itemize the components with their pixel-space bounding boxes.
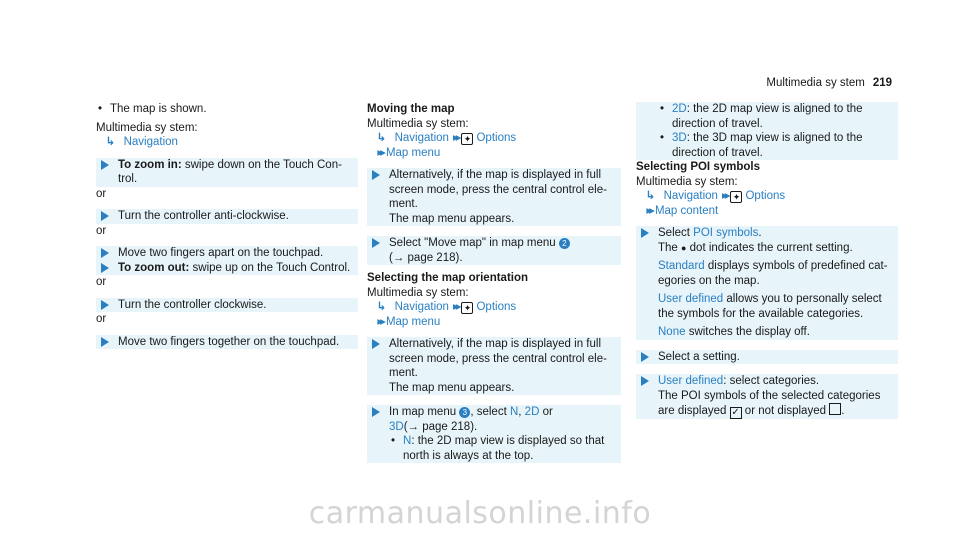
options-link[interactable]: Options (476, 301, 517, 313)
step-in-map-menu: In map menu 3 , select N, 2D or 3D(→ page 218). • N: the 2D map view is displayed so that north is always at the top. (367, 405, 621, 463)
page-number: 219 (872, 77, 892, 89)
option-3d[interactable]: 3D (389, 420, 404, 433)
double-arrow-icon: ▸▸ (646, 204, 652, 217)
nav-link[interactable]: Navigation (394, 301, 449, 313)
ud-desc-2: The POI symbols of the selected categories (658, 389, 881, 402)
callout-3-icon: 3 (459, 407, 470, 418)
move-together-text: Move two fingers together on the touchpad. (118, 335, 340, 348)
nav-path (96, 135, 358, 150)
map-menu-link[interactable]: Map menu (385, 315, 441, 328)
orientation-title: Selecting the map orientation (367, 272, 529, 284)
step-select-poi (636, 226, 898, 340)
ud-desc-3: are displayed (658, 405, 730, 417)
alt2-line3: ment. (389, 367, 418, 379)
step-arrow-icon (372, 339, 380, 349)
column-1 (96, 102, 358, 349)
ud-desc: : select categories. (723, 375, 820, 387)
3d-label: 3D (672, 132, 687, 144)
alt1-line4: The map menu appears. (389, 212, 515, 225)
n-label: N (403, 435, 412, 447)
select-poi-text: Select (658, 227, 694, 239)
nav-path (367, 131, 621, 146)
zoom-in-text-2: trol. (118, 173, 138, 185)
user-desc: allows you to personally select (723, 293, 882, 305)
options-gear-icon: ✦ (461, 133, 473, 145)
nav-path (636, 189, 898, 204)
step-alt-2 (367, 337, 621, 395)
select-move-text: Select "Move map" in map menu (389, 237, 556, 249)
step-arrow-icon (101, 211, 109, 221)
option-n[interactable]: N (509, 406, 519, 418)
2d-desc-2: direction of travel. (672, 117, 763, 130)
step-arrow-icon (101, 160, 109, 170)
step-arrow-icon (101, 337, 109, 347)
page-ref[interactable]: (→ page 218). (403, 420, 478, 433)
inmap-select: , select (470, 406, 507, 418)
user-desc-2: the symbols for the available categories. (658, 307, 864, 320)
step-arrow-icon (101, 300, 109, 310)
step-select-move-map (367, 236, 621, 265)
step-select-setting (636, 350, 898, 365)
menu-path (367, 315, 621, 330)
bullet-map-shown: • The map is shown. (96, 102, 358, 117)
poi-symbols-link[interactable]: POI symbols (693, 227, 759, 239)
mm-system-label: Multimedia sy stem: (96, 121, 198, 134)
path-arrow-icon: ↳ (105, 136, 116, 148)
step-arrow-icon (372, 170, 380, 180)
step-zoom-out (96, 261, 358, 276)
double-arrow-icon: ▸▸ (721, 190, 728, 202)
double-arrow-icon: ▸▸ (377, 315, 383, 328)
step-arrow-icon (101, 263, 109, 273)
2d-label: 2D (672, 103, 687, 115)
page-ref[interactable]: (→ page 218). (389, 251, 463, 264)
period: . (758, 227, 762, 239)
alt1-line2: screen mode, press the central control ele- (389, 183, 607, 196)
path-arrow-icon: ↳ (376, 301, 387, 313)
double-arrow-icon: ▸▸ (377, 146, 383, 159)
poi-title: Selecting POI symbols (636, 161, 760, 173)
header-title: Multimedia sy stem (766, 77, 865, 89)
3d-desc-2: direction of travel. (672, 146, 763, 159)
alt2-line2: screen mode, press the central control ele- (389, 352, 607, 365)
option-2d[interactable]: 2D (524, 406, 540, 418)
dot-line-pre: The (658, 241, 682, 254)
mm-system-label: Multimedia sy stem: (636, 175, 738, 188)
options-gear-icon: ✦ (730, 191, 742, 203)
step-arrow-icon (641, 352, 649, 362)
user-defined-option[interactable]: User defined (658, 293, 724, 305)
options-gear-icon: ✦ (461, 302, 473, 314)
turn-anti-text: Turn the controller anti-clockwise. (118, 210, 289, 222)
double-arrow-icon: ▸▸ (452, 132, 459, 144)
zoom-in-head: To zoom in: (118, 158, 182, 171)
step-move-apart (96, 246, 358, 261)
step-move-together (96, 335, 358, 350)
nav-link[interactable]: Navigation (663, 190, 718, 202)
column-2 (367, 102, 621, 463)
nav-path (367, 300, 621, 315)
map-menu-link[interactable]: Map menu (385, 146, 441, 159)
standard-desc: displays symbols of predefined cat- (704, 260, 888, 272)
or-label: or (96, 313, 107, 325)
mm-system-label: Multimedia sy stem: (367, 286, 469, 299)
step-arrow-icon (641, 376, 649, 386)
unchecked-box-icon (829, 403, 841, 415)
zoom-in-text: swipe down on the Touch Con- (181, 158, 342, 171)
double-arrow-icon: ▸▸ (452, 301, 459, 313)
step-turn-anti (96, 209, 358, 224)
n-desc-2: north is always at the top. (403, 449, 534, 462)
options-link[interactable]: Options (745, 190, 786, 202)
or-label: or (96, 187, 107, 200)
column-3 (636, 102, 898, 419)
select-setting-text: Select a setting. (658, 350, 740, 363)
dot-icon: ● (681, 242, 687, 253)
3d-desc: : the 3D map view is aligned to the (686, 132, 863, 144)
step-arrow-icon (372, 238, 380, 248)
zoom-out-text: swipe up on the Touch Control. (189, 261, 351, 274)
menu-path (367, 146, 621, 161)
step-zoom-in (96, 158, 358, 187)
zoom-out-head: To zoom out: (118, 261, 190, 274)
move-apart-text: Move two fingers apart on the touchpad. (118, 247, 324, 259)
2d-desc: : the 2D map view is aligned to the (686, 103, 863, 115)
callout-2-icon: 2 (559, 238, 570, 249)
period: . (841, 405, 845, 417)
map-content-link[interactable]: Map content (654, 204, 719, 217)
standard-desc-2: egories on the map. (658, 274, 760, 287)
or-label: or (96, 276, 107, 288)
step-arrow-icon (101, 248, 109, 258)
alt2-line4: The map menu appears. (389, 381, 515, 394)
user-defined-link[interactable]: User defined (658, 375, 724, 387)
path-arrow-icon: ↳ (645, 190, 656, 202)
or-label: or (96, 224, 107, 237)
n-desc: : the 2D map view is displayed so that (411, 435, 605, 447)
options-link[interactable]: Options (476, 132, 517, 144)
moving-map-title: Moving the map (367, 103, 455, 115)
none-option[interactable]: None (658, 326, 686, 338)
ud-desc-mid: or not displayed (741, 405, 830, 417)
alt1-line3: ment. (389, 198, 418, 210)
mm-system-label: Multimedia sy stem: (367, 117, 469, 130)
nav-link[interactable]: Navigation (394, 132, 449, 144)
content-path (636, 204, 898, 219)
step-turn-clock (96, 298, 358, 313)
path-arrow-icon: ↳ (376, 132, 387, 144)
nav-link[interactable]: Navigation (123, 136, 178, 148)
or-word: or (539, 406, 553, 418)
step-arrow-icon (372, 407, 380, 417)
alt1-line1: Alternatively, if the map is displayed in full (389, 169, 601, 181)
inmap-text: In map menu (389, 406, 457, 418)
standard-option[interactable]: Standard (658, 260, 705, 272)
watermark: carmanualsonline.info (308, 496, 652, 531)
none-desc: switches the display off. (685, 326, 810, 338)
checked-box-icon: ✓ (731, 407, 740, 418)
step-alt-1 (367, 168, 621, 226)
alt2-line1: Alternatively, if the map is displayed in full (389, 338, 601, 350)
dot-line-post: dot indicates the current setting. (686, 241, 853, 254)
orientation-list (636, 102, 898, 160)
step-user-defined (636, 374, 898, 419)
page-header (766, 77, 892, 89)
turn-clock-text: Turn the controller clockwise. (118, 298, 267, 311)
step-arrow-icon (641, 228, 649, 238)
